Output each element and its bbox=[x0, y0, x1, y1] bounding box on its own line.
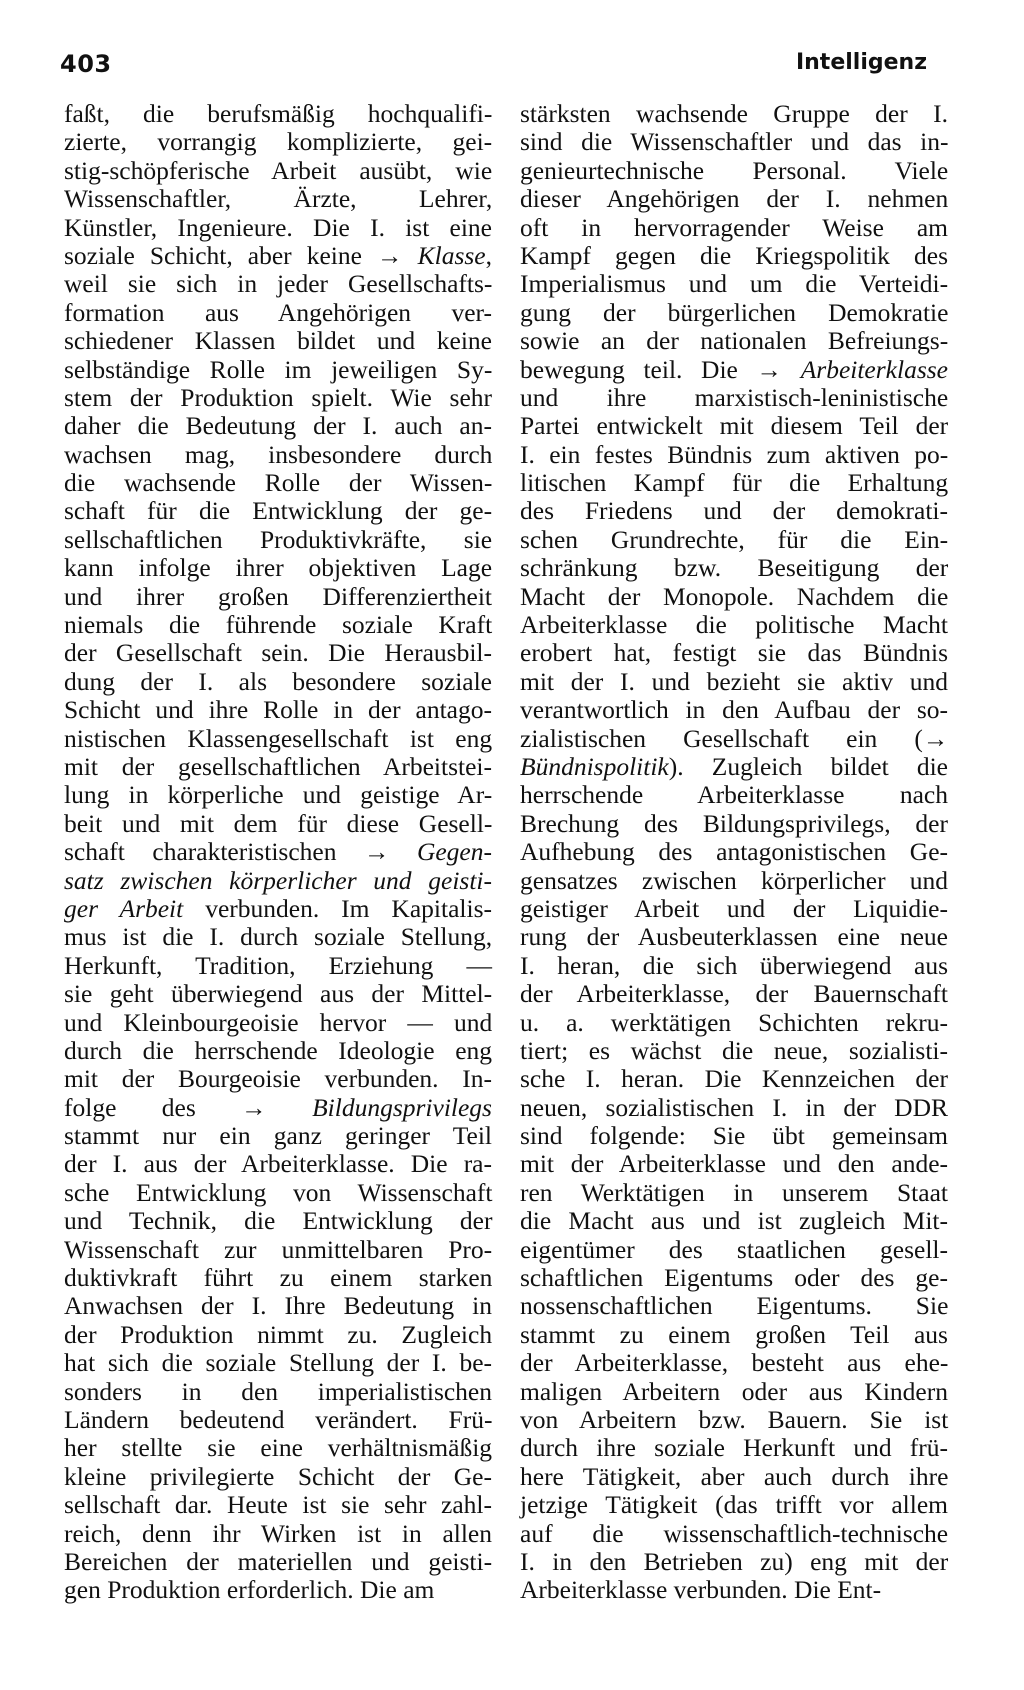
text-segment: ). Zugleich bildet die bbox=[668, 751, 948, 781]
text-segment: Ländern bedeutend verändert. Frü- bbox=[64, 1404, 493, 1434]
text-line bbox=[520, 1037, 948, 1065]
text-segment: durch ihre soziale Herkunft und frü- bbox=[520, 1433, 948, 1463]
text-segment: dung der I. als besondere soziale bbox=[64, 666, 492, 696]
text-line bbox=[64, 1207, 492, 1235]
text-line bbox=[64, 810, 492, 838]
text-line bbox=[520, 1179, 948, 1207]
cross-reference-text: satz zwischen körperlicher und geisti- bbox=[64, 865, 492, 895]
text-segment: mit der I. und bezieht sie aktiv und bbox=[520, 666, 948, 696]
text-line bbox=[64, 1179, 492, 1207]
text-line bbox=[520, 1236, 948, 1264]
text-line bbox=[520, 299, 948, 327]
text-line bbox=[64, 128, 492, 156]
text-segment: der Produktion nimmt zu. Zugleich bbox=[64, 1319, 493, 1349]
text-segment: sind die Wissenschaftler und das in- bbox=[520, 127, 949, 157]
text-line bbox=[64, 526, 492, 554]
text-line bbox=[64, 242, 492, 270]
text-column-left bbox=[64, 100, 492, 1605]
text-line bbox=[64, 1434, 492, 1462]
text-line bbox=[64, 867, 492, 895]
text-line bbox=[64, 952, 492, 980]
text-line bbox=[64, 1406, 492, 1434]
cross-reference-text: Gegen- bbox=[416, 837, 492, 867]
text-segment: daher die Bedeutung der I. auch an- bbox=[64, 411, 492, 441]
text-segment: Partei entwickelt mit diesem Teil der bbox=[520, 411, 949, 441]
text-line bbox=[64, 1236, 492, 1264]
text-segment: oft in hervorragender Weise am bbox=[520, 212, 948, 242]
text-segment: neuen, sozialistischen I. in der DDR bbox=[520, 1092, 948, 1122]
text-line bbox=[520, 1349, 948, 1377]
text-segment: litischen Kampf für die Erhaltung bbox=[520, 468, 949, 498]
text-segment: erobert hat, festigt sie das Bündnis bbox=[520, 638, 948, 668]
text-segment: , bbox=[485, 240, 492, 270]
text-line bbox=[520, 1434, 948, 1462]
text-line bbox=[64, 781, 492, 809]
text-line bbox=[64, 412, 492, 440]
text-segment: Aufhebung des antagonistischen Ge- bbox=[520, 837, 949, 867]
text-line bbox=[520, 781, 948, 809]
text-segment: Wissenschaft zur unmittelbaren Pro- bbox=[64, 1234, 493, 1264]
text-segment: Wissenschaftler, Ärzte, Lehrer, bbox=[64, 184, 493, 214]
text-segment: schränkung bzw. Beseitigung der bbox=[520, 553, 949, 583]
text-line bbox=[64, 1122, 492, 1150]
text-line bbox=[64, 1321, 492, 1349]
text-segment: faßt, die berufsmäßig hochqualifi- bbox=[64, 99, 493, 128]
page-number: 403 bbox=[60, 50, 112, 78]
text-line bbox=[520, 895, 948, 923]
text-segment: kann infolge ihrer objektiven Lage bbox=[64, 553, 493, 583]
text-line bbox=[64, 725, 492, 753]
text-line bbox=[520, 469, 948, 497]
text-segment: des Friedens und der demokrati- bbox=[520, 496, 948, 526]
text-segment: mit der Arbeiterklasse und den ande- bbox=[520, 1149, 949, 1179]
text-line bbox=[64, 100, 492, 128]
text-line bbox=[520, 1548, 948, 1576]
text-line bbox=[520, 384, 948, 412]
text-segment: nossenschaftlichen Eigentums. Sie bbox=[520, 1291, 949, 1321]
text-line bbox=[64, 1292, 492, 1320]
text-segment: I. heran, die sich überwiegend aus bbox=[520, 950, 948, 980]
text-segment: der Arbeiterklasse, der Bauernschaft bbox=[520, 979, 949, 1009]
text-segment: schaft charakteristischen → bbox=[64, 837, 417, 867]
text-line bbox=[64, 583, 492, 611]
text-line bbox=[64, 980, 492, 1008]
text-line bbox=[520, 1321, 948, 1349]
text-line bbox=[520, 952, 948, 980]
text-line bbox=[64, 753, 492, 781]
text-line bbox=[520, 980, 948, 1008]
text-segment: schaftlichen Eigentums oder des ge- bbox=[520, 1263, 948, 1293]
text-segment: gen Produktion erforderlich. Die am bbox=[64, 1575, 435, 1605]
text-segment: herrschende Arbeiterklasse nach bbox=[520, 780, 948, 810]
text-line bbox=[520, 128, 948, 156]
text-segment: here Tätigkeit, aber auch durch ihre bbox=[520, 1461, 949, 1491]
text-line bbox=[520, 867, 948, 895]
text-segment: sche Entwicklung von Wissenschaft bbox=[64, 1177, 493, 1207]
text-segment: sind folgende: Sie übt gemeinsam bbox=[520, 1121, 948, 1151]
text-segment: stammt nur ein ganz geringer Teil bbox=[64, 1121, 493, 1151]
text-segment: auf die wissenschaftlich-technische bbox=[520, 1518, 949, 1548]
text-segment: geistiger Arbeit und der Liquidie- bbox=[520, 893, 948, 923]
text-segment: und ihrer großen Differenziertheit bbox=[64, 581, 492, 611]
text-segment: gung der bürgerlichen Demokratie bbox=[520, 297, 949, 327]
text-segment: Schicht und ihre Rolle in der antago- bbox=[64, 695, 492, 725]
text-segment: schaft für die Entwicklung der ge- bbox=[64, 496, 493, 526]
text-line bbox=[64, 696, 492, 724]
text-line bbox=[520, 1094, 948, 1122]
text-segment: jetzige Tätigkeit (das trifft vor allem bbox=[520, 1490, 948, 1520]
text-line bbox=[520, 1292, 948, 1320]
text-segment: genieurtechnische Personal. Viele bbox=[520, 155, 949, 185]
text-line bbox=[520, 412, 948, 440]
text-segment: u. a. werktätigen Schichten rekru- bbox=[520, 1007, 948, 1037]
text-line bbox=[520, 214, 948, 242]
text-line bbox=[64, 639, 492, 667]
text-line bbox=[64, 441, 492, 469]
text-segment: I. in den Betrieben zu) eng mit der bbox=[520, 1546, 949, 1576]
text-line bbox=[520, 583, 948, 611]
text-line bbox=[520, 923, 948, 951]
text-segment: Anwachsen der I. Ihre Bedeutung in bbox=[64, 1291, 492, 1321]
text-line bbox=[520, 1520, 948, 1548]
text-segment: rung der Ausbeuterklassen eine neue bbox=[520, 922, 948, 952]
text-line bbox=[520, 753, 948, 781]
text-segment: und Technik, die Entwicklung der bbox=[64, 1206, 493, 1236]
text-segment: stammt zu einem großen Teil aus bbox=[520, 1319, 948, 1349]
text-line bbox=[520, 1463, 948, 1491]
text-segment: der Arbeiterklasse, besteht aus ehe- bbox=[520, 1348, 949, 1378]
text-segment: und Kleinbourgeoisie hervor — und bbox=[64, 1007, 493, 1037]
text-line bbox=[520, 1009, 948, 1037]
text-line bbox=[520, 1264, 948, 1292]
text-line bbox=[520, 1406, 948, 1434]
text-line bbox=[64, 1576, 492, 1604]
text-segment: selbständige Rolle im jeweiligen Sy- bbox=[64, 354, 493, 384]
cross-reference-text: Bündnispolitik bbox=[520, 751, 669, 781]
text-segment: durch die herrschende Ideologie eng bbox=[64, 1035, 493, 1065]
text-line bbox=[64, 1491, 492, 1519]
text-segment: zierte, vorrangig komplizierte, gei- bbox=[64, 127, 493, 157]
text-line bbox=[520, 327, 948, 355]
text-segment: sie geht überwiegend aus der Mittel- bbox=[64, 979, 493, 1009]
text-line bbox=[64, 1264, 492, 1292]
text-segment: bewegung teil. Die → bbox=[520, 354, 801, 384]
text-line bbox=[520, 441, 948, 469]
cross-reference-text: ger Arbeit bbox=[64, 893, 184, 923]
text-segment: und ihre marxistisch-leninistische bbox=[520, 382, 949, 412]
text-line bbox=[64, 384, 492, 412]
text-segment: sonders in den imperialistischen bbox=[64, 1376, 492, 1406]
text-line bbox=[64, 1463, 492, 1491]
text-line bbox=[520, 611, 948, 639]
text-line bbox=[64, 1378, 492, 1406]
text-segment: tiert; es wächst die neue, sozialisti- bbox=[520, 1035, 948, 1065]
text-segment: duktivkraft führt zu einem starken bbox=[64, 1263, 493, 1293]
text-line bbox=[64, 469, 492, 497]
text-segment: beit und mit dem für diese Gesell- bbox=[64, 808, 493, 838]
text-line bbox=[520, 1065, 948, 1093]
text-segment: eigentümer des staatlichen gesell- bbox=[520, 1234, 948, 1264]
text-line bbox=[520, 526, 948, 554]
text-line bbox=[64, 838, 492, 866]
text-segment: nistischen Klassengesellschaft ist eng bbox=[64, 723, 493, 753]
text-segment: her stellte sie eine verhältnismäßig bbox=[64, 1433, 493, 1463]
text-segment: hat sich die soziale Stellung der I. be- bbox=[64, 1348, 492, 1378]
text-segment: sche I. heran. Die Kennzeichen der bbox=[520, 1064, 948, 1094]
text-segment: sellschaft dar. Heute ist sie sehr zahl- bbox=[64, 1490, 492, 1520]
text-line bbox=[520, 185, 948, 213]
text-segment: mus ist die I. durch soziale Stellung, bbox=[64, 922, 493, 952]
text-line bbox=[520, 696, 948, 724]
text-line bbox=[520, 356, 948, 384]
text-line bbox=[64, 1065, 492, 1093]
text-segment: Künstler, Ingenieure. Die I. ist eine bbox=[64, 212, 492, 242]
text-segment: die wachsende Rolle der Wissen- bbox=[64, 468, 493, 498]
text-line bbox=[64, 214, 492, 242]
text-segment: mit der Bourgeoisie verbunden. In- bbox=[64, 1064, 492, 1094]
text-line bbox=[64, 299, 492, 327]
text-line bbox=[64, 1037, 492, 1065]
text-line bbox=[520, 838, 948, 866]
text-line bbox=[64, 1009, 492, 1037]
running-head: Intelligenz bbox=[795, 50, 927, 75]
text-line bbox=[520, 1378, 948, 1406]
text-segment: Bereichen der materiellen und geisti- bbox=[64, 1546, 493, 1576]
text-line bbox=[520, 1207, 948, 1235]
text-segment: Brechung des Bildungsprivilegs, der bbox=[520, 808, 948, 838]
text-line bbox=[520, 1576, 948, 1604]
text-segment: die Macht aus und ist zugleich Mit- bbox=[520, 1206, 948, 1236]
cross-reference-text: Arbeiterklasse bbox=[800, 354, 948, 384]
text-segment: folge des → bbox=[64, 1092, 313, 1122]
text-line bbox=[520, 1491, 948, 1519]
text-segment: lung in körperliche und geistige Ar- bbox=[64, 780, 493, 810]
text-line bbox=[64, 1520, 492, 1548]
text-line bbox=[520, 725, 948, 753]
text-segment: Arbeiterklasse verbunden. Die Ent- bbox=[520, 1575, 882, 1605]
text-segment: gensatzes zwischen körperlicher und bbox=[520, 865, 948, 895]
text-line bbox=[520, 639, 948, 667]
text-line bbox=[64, 270, 492, 298]
text-line bbox=[64, 1094, 492, 1122]
text-segment: von Arbeitern bzw. Bauern. Sie ist bbox=[520, 1404, 949, 1434]
text-line bbox=[520, 242, 948, 270]
text-segment: niemals die führende soziale Kraft bbox=[64, 610, 493, 640]
text-segment: verbunden. Im Kapitalis- bbox=[183, 893, 492, 923]
text-segment: weil sie sich in jeder Gesellschafts- bbox=[64, 269, 493, 299]
text-line bbox=[64, 668, 492, 696]
text-segment: stärksten wachsende Gruppe der I. bbox=[520, 99, 948, 128]
text-segment: der I. aus der Arbeiterklasse. Die ra- bbox=[64, 1149, 492, 1179]
text-line bbox=[520, 100, 948, 128]
cross-reference-text: Bildungsprivilegs bbox=[312, 1092, 492, 1122]
text-segment: Kampf gegen die Kriegspolitik des bbox=[520, 240, 948, 270]
text-segment: Herkunft, Tradition, Erziehung — bbox=[64, 950, 492, 980]
text-segment: dieser Angehörigen der I. nehmen bbox=[520, 184, 949, 214]
text-line bbox=[520, 157, 948, 185]
text-segment: der Gesellschaft sein. Die Herausbil- bbox=[64, 638, 492, 668]
text-segment: stig-schöpferische Arbeit ausübt, wie bbox=[64, 155, 493, 185]
text-segment: maligen Arbeitern oder aus Kindern bbox=[520, 1376, 948, 1406]
text-segment: schen Grundrechte, für die Ein- bbox=[520, 524, 949, 554]
cross-reference-text: Klasse bbox=[417, 240, 486, 270]
text-segment: mit der gesellschaftlichen Arbeitstei- bbox=[64, 751, 493, 781]
text-segment: stem der Produktion spielt. Wie sehr bbox=[64, 382, 493, 412]
text-line bbox=[64, 611, 492, 639]
text-segment: formation aus Angehörigen ver- bbox=[64, 297, 492, 327]
text-segment: ren Werktätigen in unserem Staat bbox=[520, 1177, 948, 1207]
text-segment: reich, denn ihr Wirken ist in allen bbox=[64, 1518, 492, 1548]
text-line bbox=[64, 497, 492, 525]
text-segment: sellschaftlichen Produktivkräfte, sie bbox=[64, 524, 493, 554]
text-line bbox=[64, 895, 492, 923]
text-line bbox=[520, 554, 948, 582]
text-segment: zialistischen Gesellschaft ein (→ bbox=[520, 723, 949, 753]
text-line bbox=[64, 185, 492, 213]
text-segment: Imperialismus und um die Verteidi- bbox=[520, 269, 949, 299]
text-line bbox=[64, 327, 492, 355]
text-line bbox=[520, 1150, 948, 1178]
text-segment: I. ein festes Bündnis zum aktiven po- bbox=[520, 439, 949, 469]
text-line bbox=[520, 668, 948, 696]
text-segment: Macht der Monopole. Nachdem die bbox=[520, 581, 949, 611]
text-line bbox=[64, 923, 492, 951]
text-line bbox=[64, 1548, 492, 1576]
text-segment: kleine privilegierte Schicht der Ge- bbox=[64, 1461, 492, 1491]
text-line bbox=[520, 810, 948, 838]
text-segment: wachsen mag, insbesondere durch bbox=[64, 439, 493, 469]
text-column-right bbox=[520, 100, 948, 1605]
text-line bbox=[64, 1150, 492, 1178]
text-segment: verantwortlich in den Aufbau der so- bbox=[520, 695, 949, 725]
text-segment: sowie an der nationalen Befreiungs- bbox=[520, 326, 949, 356]
text-line bbox=[64, 554, 492, 582]
text-line bbox=[64, 1349, 492, 1377]
text-segment: Arbeiterklasse die politische Macht bbox=[520, 610, 948, 640]
text-line bbox=[520, 1122, 948, 1150]
text-segment: soziale Schicht, aber keine → bbox=[64, 240, 418, 270]
text-line bbox=[520, 270, 948, 298]
text-line bbox=[64, 356, 492, 384]
text-segment: schiedener Klassen bildet und keine bbox=[64, 326, 492, 356]
text-line bbox=[520, 497, 948, 525]
text-line bbox=[64, 157, 492, 185]
